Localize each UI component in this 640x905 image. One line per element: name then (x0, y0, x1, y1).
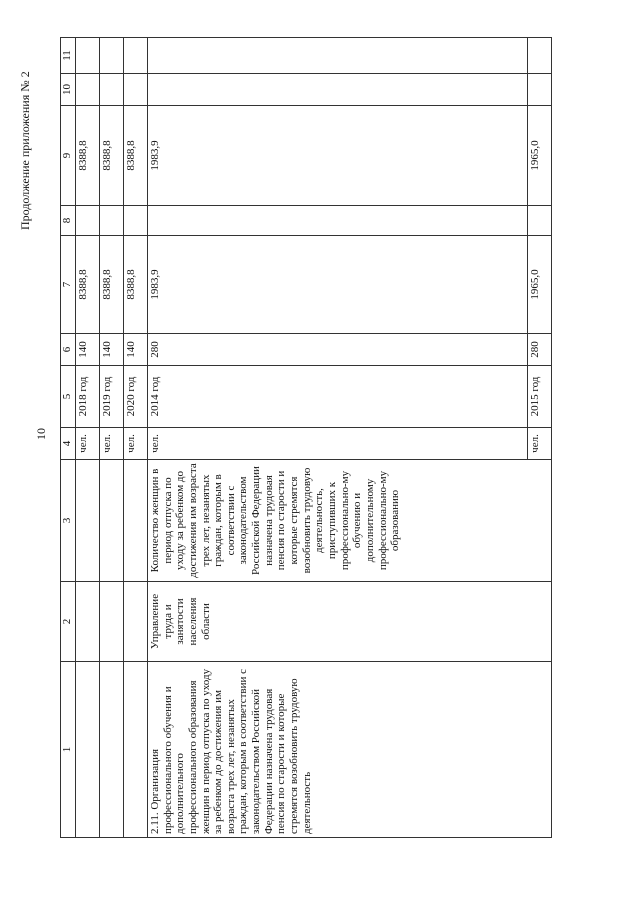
col-num: 5 (61, 366, 76, 428)
executor-cell: Управление труда и занятости населения области (148, 582, 552, 662)
col8-cell (124, 206, 148, 236)
qty-cell: 140 (76, 334, 100, 366)
qty-cell: 140 (124, 334, 148, 366)
table-row (148, 38, 528, 838)
qty-cell: 280 (528, 334, 552, 366)
total-cell: 8388,8 (76, 236, 100, 334)
col-num: 8 (61, 206, 76, 236)
rotated-table-container (60, 38, 580, 838)
unit-cell: чел. (528, 428, 552, 460)
indicator-cell: Количество женщин в период отпуска по уходу за ребенком до достижения им возраста трех лет, незанятых граждан, которым в соответствии с законодательством Российской Федерации назначена трудовая пенсия по старости и которые стремятся возобновить трудовую деятельность, приступивших к профессионально-му обучению и дополнительному профессионально-му образованию (148, 460, 552, 582)
qty-cell: 280 (148, 334, 528, 366)
col8-cell (528, 206, 552, 236)
unit-cell: чел. (100, 428, 124, 460)
total-cell: 8388,8 (124, 236, 148, 334)
total-cell: 1965,0 (528, 236, 552, 334)
col-num: 10 (61, 74, 76, 106)
col9-cell: 1983,9 (148, 106, 528, 206)
program-table (60, 37, 552, 838)
col9-cell: 1965,0 (528, 106, 552, 206)
qty-cell: 140 (100, 334, 124, 366)
table-row (76, 38, 100, 838)
year-cell: 2015 год (528, 366, 552, 428)
col-num: 3 (61, 460, 76, 582)
table-row (100, 38, 124, 838)
col-num: 9 (61, 106, 76, 206)
col-num: 6 (61, 334, 76, 366)
unit-cell: чел. (124, 428, 148, 460)
page-number: 10 (34, 428, 48, 440)
table-row (124, 38, 148, 838)
col9-cell: 8388,8 (100, 106, 124, 206)
col-num: 2 (61, 582, 76, 662)
year-cell: 2020 год (124, 366, 148, 428)
col-num: 1 (61, 662, 76, 838)
col-num: 7 (61, 236, 76, 334)
col-num: 11 (61, 38, 76, 74)
column-number-row (61, 38, 76, 838)
col9-cell: 8388,8 (76, 106, 100, 206)
continuation-note: Продолжение приложения № 2 (18, 71, 32, 230)
unit-cell: чел. (76, 428, 100, 460)
total-cell: 1983,9 (148, 236, 528, 334)
total-cell: 8388,8 (100, 236, 124, 334)
col8-cell (148, 206, 528, 236)
col8-cell (100, 206, 124, 236)
year-cell: 2018 год (76, 366, 100, 428)
year-cell: 2014 год (148, 366, 528, 428)
col-num: 4 (61, 428, 76, 460)
col8-cell (76, 206, 100, 236)
col9-cell: 8388,8 (124, 106, 148, 206)
year-cell: 2019 год (100, 366, 124, 428)
event-cell: 2.11. Организация профессионального обучения и дополнительного профессионального образования женщин в период отпуска по уходу за ребенком до достижения им возраста трех лет, незанятых граждан, которым в соответствии с законодательством Российской Федерации назначена трудовая пенсия по старости и которые стремятся возобновить трудовую деятельность (148, 662, 552, 838)
unit-cell: чел. (148, 428, 528, 460)
